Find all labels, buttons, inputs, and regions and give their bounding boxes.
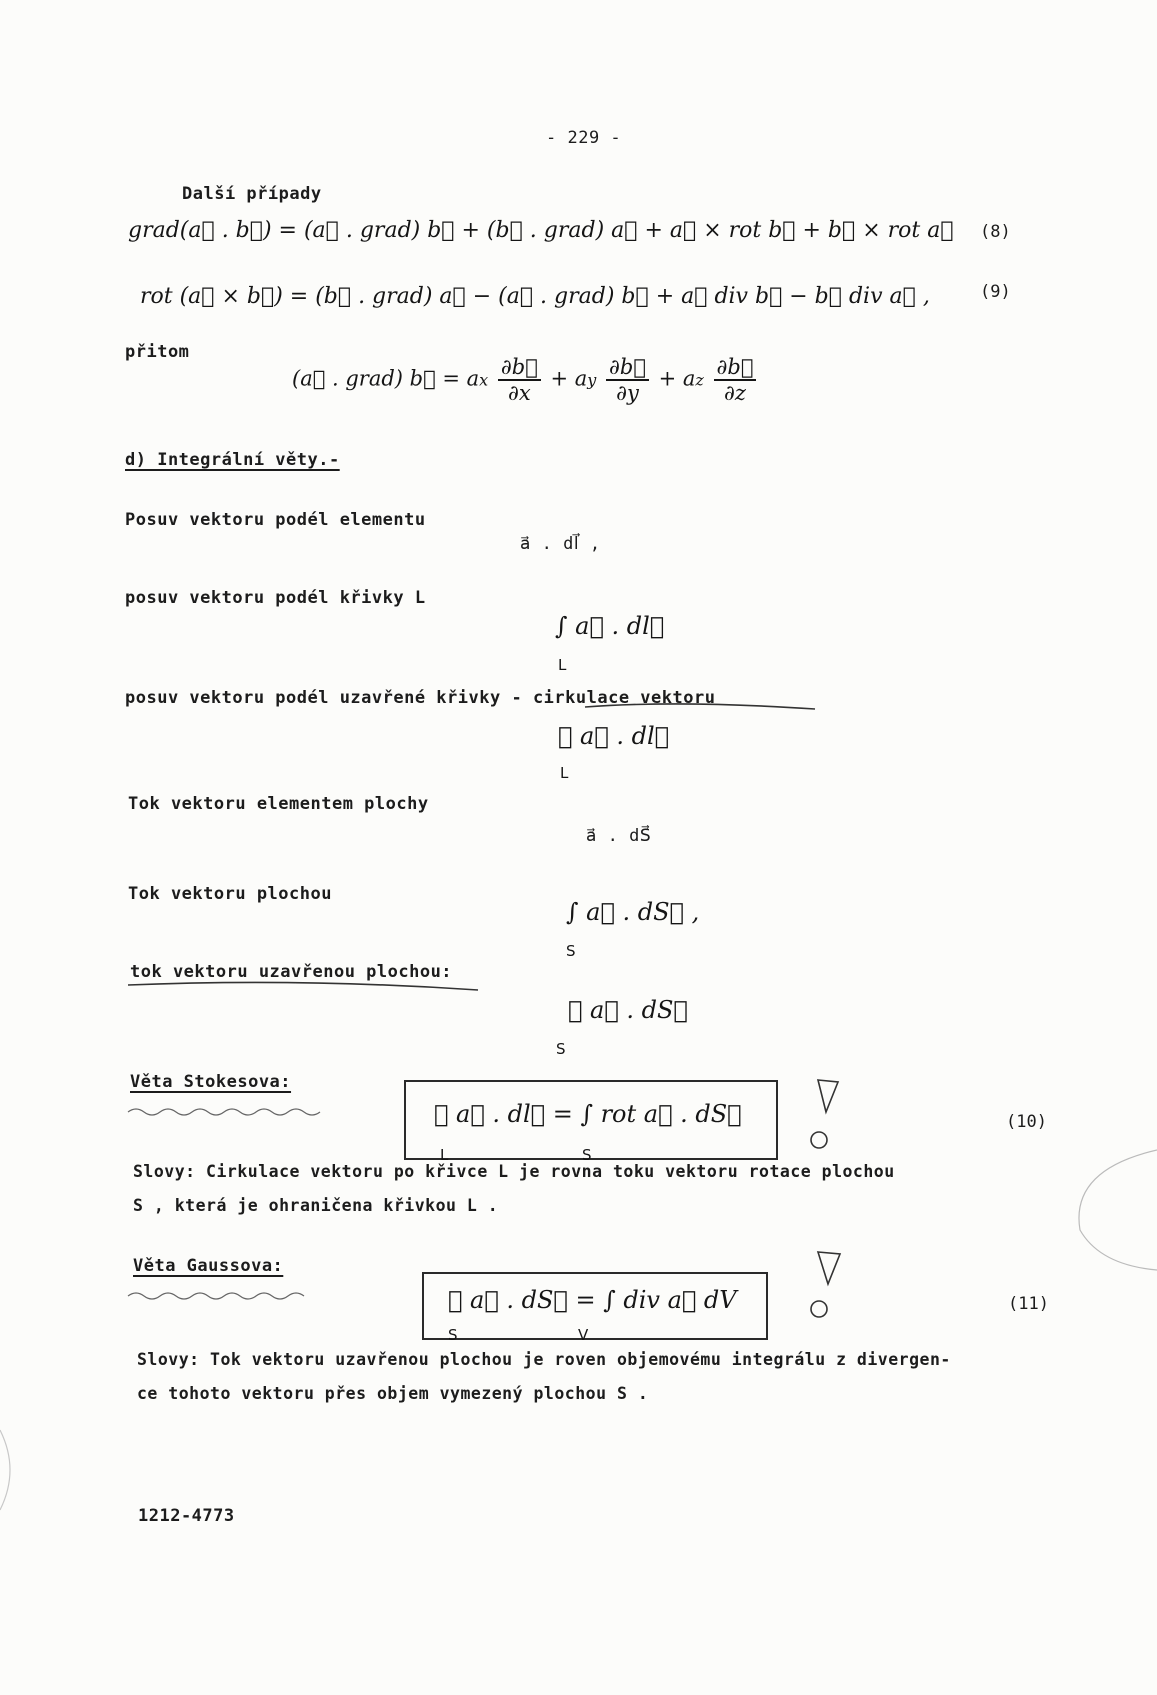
eq-dir-frac-z-num: ∂b⃗ <box>714 356 757 381</box>
tok-uzavrenou-underline-mark <box>128 982 478 990</box>
equation-9: rot (a⃗ × b⃗) = (b⃗ . grad) a⃗ − (a⃗ . grad) b⃗ + a⃗ div b⃗ − b⃗ div a⃗ , <box>140 284 930 309</box>
expr-posuv-krivky-sub: L <box>558 656 567 674</box>
stokes-words-line-1: Slovy: Cirkulace vektoru po křivce L je rovna toku vektoru rotace plochou <box>133 1162 895 1181</box>
line-tok-plochou: Tok vektoru plochou <box>128 884 332 904</box>
heading-cases: Další případy <box>182 184 322 204</box>
eq-dir-frac-z <box>714 356 757 404</box>
line-cirkulace-term: cirkulace vektoru <box>532 688 716 708</box>
expr-tok-plochou-sub: S <box>566 942 576 960</box>
line-posuv-element: Posuv vektoru podél elementu <box>125 510 426 530</box>
line-tok-uzavrenou: tok vektoru uzavřenou plochou: <box>130 962 453 982</box>
eq-dir-frac-x-den: ∂x <box>507 381 531 406</box>
section-integral-theorems: d) Integrální věty.- <box>125 450 340 470</box>
line-cirkulace-text: posuv vektoru podél uzavřené křivky - <box>125 688 533 708</box>
equation-directional-derivative <box>292 356 752 412</box>
gauss-sub-V: V <box>578 1326 589 1344</box>
eq-dir-frac-z-den: ∂z <box>724 381 746 406</box>
stokes-words-line-2: S , která je ohraničena křivkou L . <box>133 1196 499 1215</box>
eq-dir-frac-y <box>606 356 649 404</box>
gauss-words-line-1: Slovy: Tok vektoru uzavřenou plochou je roven objemovému integrálu z divergen- <box>137 1350 951 1369</box>
eq-dir-frac-y-num: ∂b⃗ <box>606 356 649 381</box>
expr-posuv-krivky: ∫ a⃗ . dl⃗ <box>555 612 665 640</box>
line-posuv-krivky: posuv vektoru podél křivky L <box>125 588 426 608</box>
eq-dir-frac-y-den: ∂y <box>616 381 639 406</box>
eq-dir-plus-1: + a <box>550 366 588 391</box>
eq-dir-frac-x <box>498 356 541 404</box>
expr-tok-element: a⃗ . dS⃗ <box>586 826 652 846</box>
expr-cirkulace-sub: L <box>560 764 569 782</box>
eq-dir-sub-y: y <box>587 370 597 390</box>
equation-8-number: (8) <box>980 222 1011 242</box>
expr-tok-uzavrenou: ∮ a⃗ . dS⃗ <box>568 996 688 1024</box>
stokes-formula: ∮ a⃗ . dl⃗ = ∫ rot a⃗ . dS⃗ <box>434 1100 742 1128</box>
label-pritom: přitom <box>125 342 190 362</box>
gauss-sub-S: S <box>448 1326 458 1344</box>
stokes-title: Věta Stokesova: <box>130 1072 292 1092</box>
eq-dir-sub-x: x <box>479 370 489 390</box>
gauss-wavy-mark <box>128 1293 304 1299</box>
line-cirkulace <box>125 688 715 708</box>
line-tok-element: Tok vektoru elementem plochy <box>128 794 429 814</box>
margin-pencil-arc <box>1079 1150 1157 1270</box>
stokes-exclamation-mark <box>818 1080 838 1112</box>
eq-dir-lhs: (a⃗ . grad) b⃗ = a <box>292 366 480 391</box>
expr-tok-plochou: ∫ a⃗ . dS⃗ , <box>566 898 700 926</box>
footer-code: 1212-4773 <box>138 1506 235 1526</box>
eq-dir-plus-2: + a <box>658 366 696 391</box>
gauss-formula: ∮ a⃗ . dS⃗ = ∫ div a⃗ dV <box>448 1286 737 1314</box>
eq-dir-sub-z: z <box>695 370 704 390</box>
stokes-sub-S: S <box>582 1146 592 1164</box>
expr-tok-uzavrenou-sub: S <box>556 1040 566 1058</box>
stokes-sub-L: L <box>440 1146 449 1164</box>
equation-9-number: (9) <box>980 282 1011 302</box>
eq-dir-frac-x-num: ∂b⃗ <box>498 356 541 381</box>
equation-11-number: (11) <box>1008 1294 1049 1314</box>
expr-cirkulace: ∮ a⃗ . dl⃗ <box>558 722 670 750</box>
stokes-exclamation-dot <box>811 1132 827 1148</box>
gauss-words-line-2: ce tohoto vektoru přes objem vymezený plochou S . <box>137 1384 649 1403</box>
gauss-title: Věta Gaussova: <box>133 1256 284 1276</box>
expr-posuv-element: a⃗ . dl⃗ , <box>520 534 601 554</box>
stokes-wavy-mark <box>128 1109 320 1115</box>
page-number: - 229 - <box>546 128 622 148</box>
gauss-exclamation-dot <box>811 1301 827 1317</box>
equation-8: grad(a⃗ . b⃗) = (a⃗ . grad) b⃗ + (b⃗ . grad) a⃗ + a⃗ × rot b⃗ + b⃗ × rot a⃗ <box>128 218 954 243</box>
gauss-exclamation-mark <box>818 1252 840 1284</box>
margin-pencil-arc-left <box>0 1430 10 1510</box>
equation-10-number: (10) <box>1006 1112 1047 1132</box>
